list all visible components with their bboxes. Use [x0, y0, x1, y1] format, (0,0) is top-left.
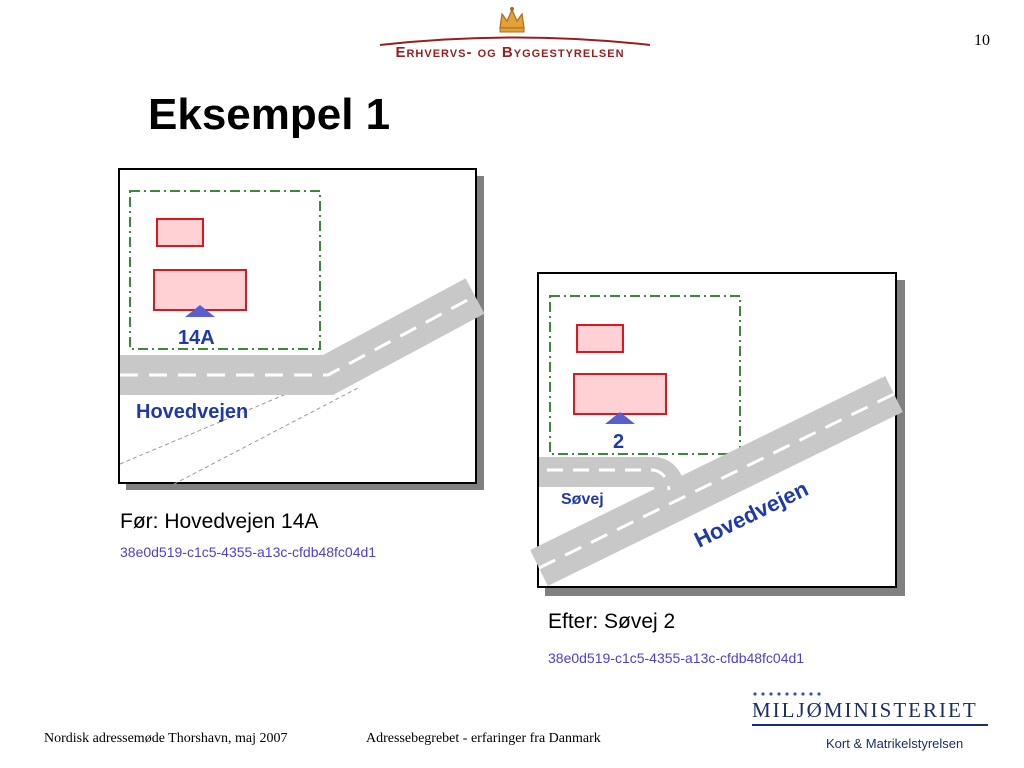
- crown-icon: [496, 4, 528, 36]
- caption-before: Før: Hovedvejen 14A: [120, 510, 319, 533]
- building-main: [154, 270, 246, 310]
- footer-right: Adressebegrebet - erfaringer fra Danmark: [366, 731, 601, 746]
- slide-title: Eksempel 1: [148, 90, 391, 139]
- footer-left: Nordisk adressemøde Thorshavn, maj 2007: [44, 731, 288, 746]
- caption-after: Efter: Søvej 2: [548, 610, 676, 633]
- page-number: 10: [974, 32, 990, 49]
- uuid-after: 38e0d519-c1c5-4355-a13c-cfdb48fc04d1: [548, 650, 805, 666]
- road-label: Hovedvejen: [690, 475, 813, 553]
- map-after: [537, 272, 907, 598]
- ministry-subtitle: Kort & Matrikelstyrelsen: [826, 736, 964, 751]
- agency-name: Erhvervs- og Byggestyrelsen: [395, 44, 625, 61]
- building-small: [577, 325, 623, 352]
- ministry-logo: [752, 688, 992, 760]
- ministry-name: MILJØMINISTERIET: [752, 698, 978, 722]
- dots-icon: [752, 690, 832, 698]
- uuid-before: 38e0d519-c1c5-4355-a13c-cfdb48fc04d1: [120, 544, 377, 560]
- building-main: [574, 374, 666, 414]
- address-label: 14A: [178, 327, 215, 349]
- road-label: Hovedvejen: [136, 401, 249, 423]
- ministry-divider: [752, 724, 988, 726]
- side-road-label: Søvej: [561, 491, 604, 508]
- building-small: [157, 219, 203, 246]
- address-label: 2: [613, 431, 625, 453]
- map-before: [118, 168, 490, 494]
